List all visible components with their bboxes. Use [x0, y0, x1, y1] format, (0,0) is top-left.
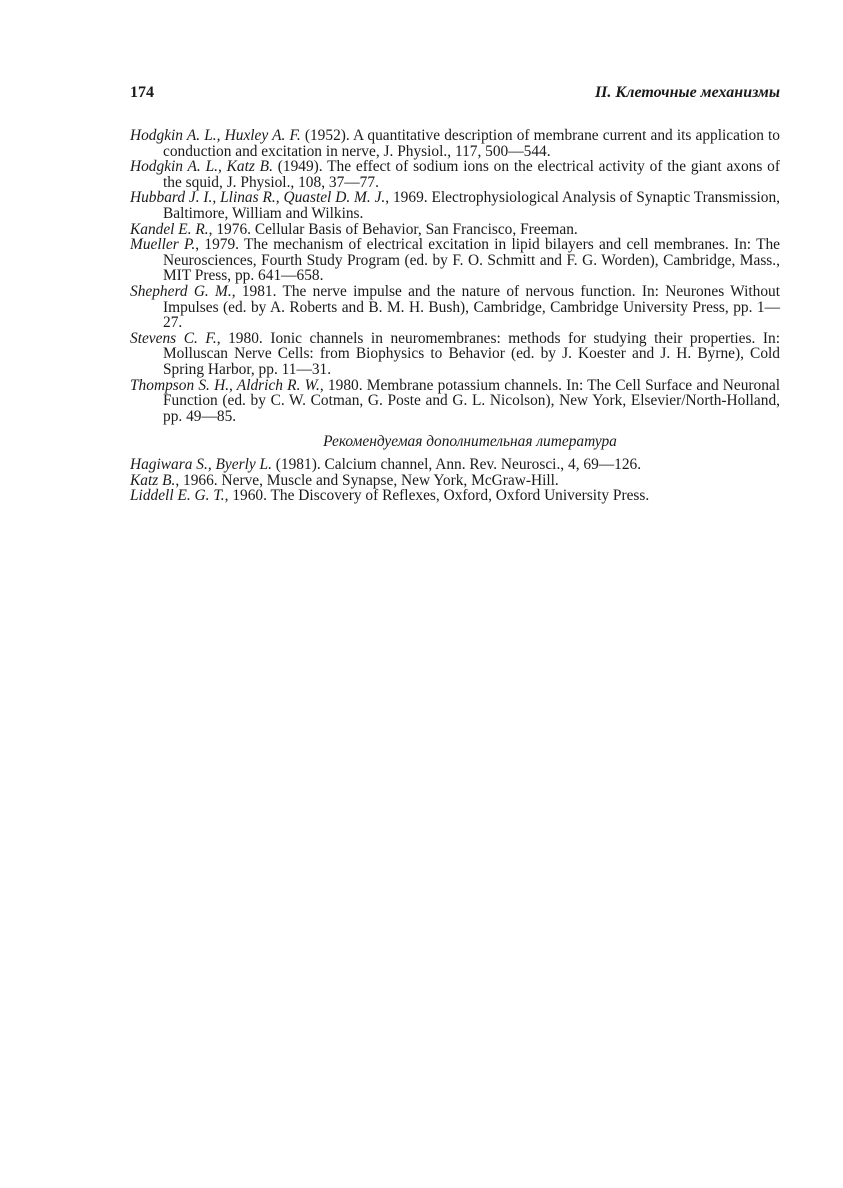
further-reading-heading: Рекомендуемая дополнительная литература: [323, 433, 617, 451]
reference-authors: Thompson S. H., Aldrich R. W.: [130, 376, 320, 394]
reference-text: , 1980. Membrane potassium channels. In: The Cell Surface and Neuronal Function (ed. by C. W. Cotman, G. Poste and G. L. Nicolson), New York, Elsevier/North-Holland, pp. 49—85.: [163, 376, 781, 425]
reference-authors: Kandel E. R.: [130, 220, 209, 238]
reference-authors: Hubbard J. I., Llinas R., Quastel D. M. J.: [130, 189, 386, 207]
reference-entry: [130, 222, 780, 238]
further-reading-list: [130, 457, 780, 504]
reference-text: , 1976. Cellular Basis of Behavior, San Francisco, Freeman.: [208, 220, 578, 238]
reference-authors: Hagiwara S., Byerly L.: [130, 456, 272, 474]
reference-entry: [130, 159, 780, 190]
reference-text: , 1969. Electrophysiological Analysis of Synaptic Transmission, Baltimore, William and Wilkins.: [163, 189, 780, 222]
reference-authors: Stevens C. F.: [130, 329, 217, 347]
reference-entry: [130, 284, 780, 331]
reference-entry: [130, 331, 780, 378]
reference-entry: [130, 237, 780, 284]
reference-text: , 1966. Nerve, Muscle and Synapse, New York, McGraw-Hill.: [175, 471, 559, 489]
reference-authors: Katz B.: [130, 471, 176, 489]
reference-entry: [130, 128, 780, 159]
reference-entry: [130, 190, 780, 221]
reference-list: [130, 128, 780, 424]
reference-entry: [130, 378, 780, 425]
reference-authors: Shepherd G. M.: [130, 282, 232, 300]
reference-authors: Hodgkin A. L., Katz B.: [130, 158, 273, 176]
further-reading-entry: [130, 488, 780, 504]
reference-authors: Liddell E. G. T.: [130, 487, 225, 505]
reference-authors: Mueller P.: [130, 236, 196, 254]
reference-text: , 1980. Ionic channels in neuromembranes: methods for studying their properties. In: Molluscan Nerve Cells: from Biophysics to Behavior (ed. by J. Koester and J. H. Byrne), Cold Spring Harbor, pp. 11—31.: [163, 329, 780, 378]
page-number: 174: [130, 84, 154, 101]
further-reading-entry: [130, 457, 780, 473]
reference-text: , 1979. The mechanism of electrical excitation in lipid bilayers and cell membranes. In: The Neurosciences, Fourth Study Program (ed. by F. O. Schmitt and F. G. Worden), Cambridge, Mass., MIT Press, pp. 641—658.: [163, 236, 780, 285]
reference-text: (1949). The effect of sodium ions on the electrical activity of the giant axons of the squid, J. Physiol., 108, 37—77.: [163, 158, 780, 191]
further-reading-entry: [130, 473, 780, 489]
reference-authors: Hodgkin A. L., Huxley A. F.: [130, 127, 301, 144]
section-title: II. Клеточные механизмы: [594, 84, 780, 101]
reference-text: , 1960. The Discovery of Reflexes, Oxford, Oxford University Press.: [224, 487, 650, 505]
reference-text: (1952). A quantitative description of membrane current and its application to conduction and excitation in nerve, J. Physiol., 117, 500—544.: [163, 127, 781, 160]
running-head: [130, 84, 780, 108]
reference-text: , 1981. The nerve impulse and the nature of nervous function. In: Neurones Without Impulses (ed. by A. Roberts and B. M. H. Bush), Cambridge, Cambridge University Press, pp. 1—27.: [163, 282, 780, 332]
book-page: [130, 84, 780, 504]
reference-text: (1981). Calcium channel, Ann. Rev. Neurosci., 4, 69—126.: [271, 456, 642, 474]
